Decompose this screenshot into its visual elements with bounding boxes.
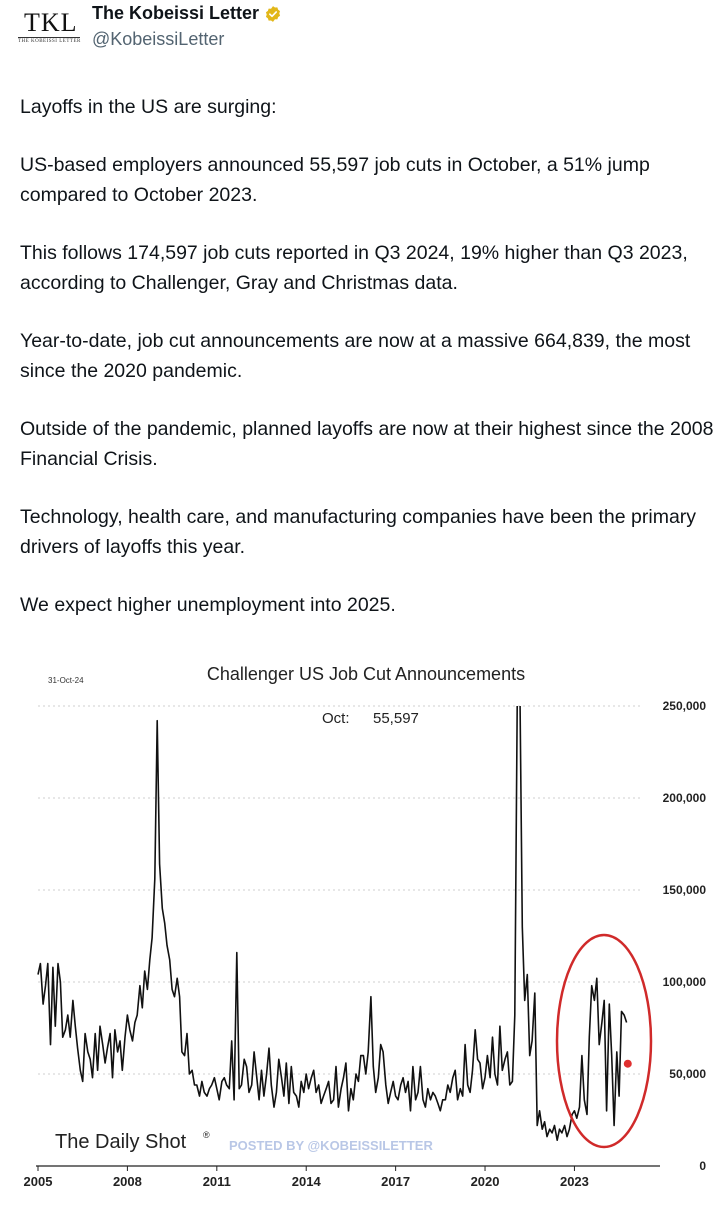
watermark: POSTED BY @KOBEISSILETTER (229, 1138, 433, 1153)
account-avatar[interactable] (18, 6, 82, 46)
x-tick-label: 2017 (381, 1174, 411, 1189)
x-tick-label: 2014 (291, 1174, 321, 1189)
x-axis (24, 1166, 660, 1189)
last-value-marker (624, 1060, 632, 1068)
tweet-paragraph: We expect higher unemployment into 2025. (20, 594, 396, 616)
tweet-paragraph: Layoffs in the US are surging: (20, 96, 277, 118)
series-path (38, 688, 627, 1141)
annotation-value: 55,597 (373, 710, 419, 727)
verified-badge-icon (264, 5, 282, 23)
tweet-paragraph: This follows 174,597 job cuts reported in Q3 2024, 19% higher than Q3 2023, according to Challenger, Gray and Christmas data. (20, 242, 688, 294)
account-name[interactable]: The Kobeissi Letter (92, 3, 260, 23)
y-tick-label: 250,000 (662, 699, 706, 713)
name-row (92, 3, 282, 24)
highlight-circle (557, 935, 651, 1147)
tweet-paragraph: Technology, health care, and manufacturing companies have been the primary drivers of layoffs this year. (20, 506, 697, 558)
x-tick-label: 2008 (112, 1174, 142, 1189)
tweet-paragraph: US-based employers announced 55,597 job cuts in October, a 51% jump compared to October 2023. (20, 154, 650, 206)
y-tick-label: 200,000 (662, 791, 706, 805)
logo-rule (18, 37, 80, 38)
tweet-paragraph: Year-to-date, job cut announcements are now at a massive 664,839, the most since the 2020 pandemic. (20, 330, 691, 382)
chart-date-stamp: 31-Oct-24 (48, 676, 84, 685)
x-tick-label: 2023 (559, 1174, 589, 1189)
x-tick-label: 2005 (23, 1174, 53, 1189)
annotation-label: Oct: (322, 710, 350, 727)
chart-image[interactable] (0, 650, 728, 1200)
y-tick-label: 50,000 (669, 1067, 706, 1081)
y-axis (663, 699, 707, 1173)
series-line (38, 688, 632, 1141)
tweet-paragraph: Outside of the pandemic, planned layoffs are now at their highest since the 2008 Financial Crisis. (20, 418, 714, 470)
logo-subtext: THE KOBEISSI LETTER (18, 39, 81, 44)
chart-title: Challenger US Job Cut Announcements (206, 664, 526, 684)
logo-text: TKL (24, 8, 78, 37)
source-mark: ® (203, 1130, 210, 1140)
tweet-text (20, 92, 720, 648)
account-handle[interactable]: @KobeissiLetter (92, 29, 225, 49)
y-tick-label: 0 (699, 1159, 706, 1173)
x-tick-label: 2020 (470, 1174, 500, 1189)
source-logo: The Daily Shot (55, 1131, 187, 1153)
x-tick-label: 2011 (202, 1174, 231, 1189)
tweet-header (18, 0, 718, 56)
y-tick-label: 150,000 (662, 883, 706, 897)
job-cuts-chart (0, 650, 728, 1200)
y-tick-label: 100,000 (662, 975, 706, 989)
